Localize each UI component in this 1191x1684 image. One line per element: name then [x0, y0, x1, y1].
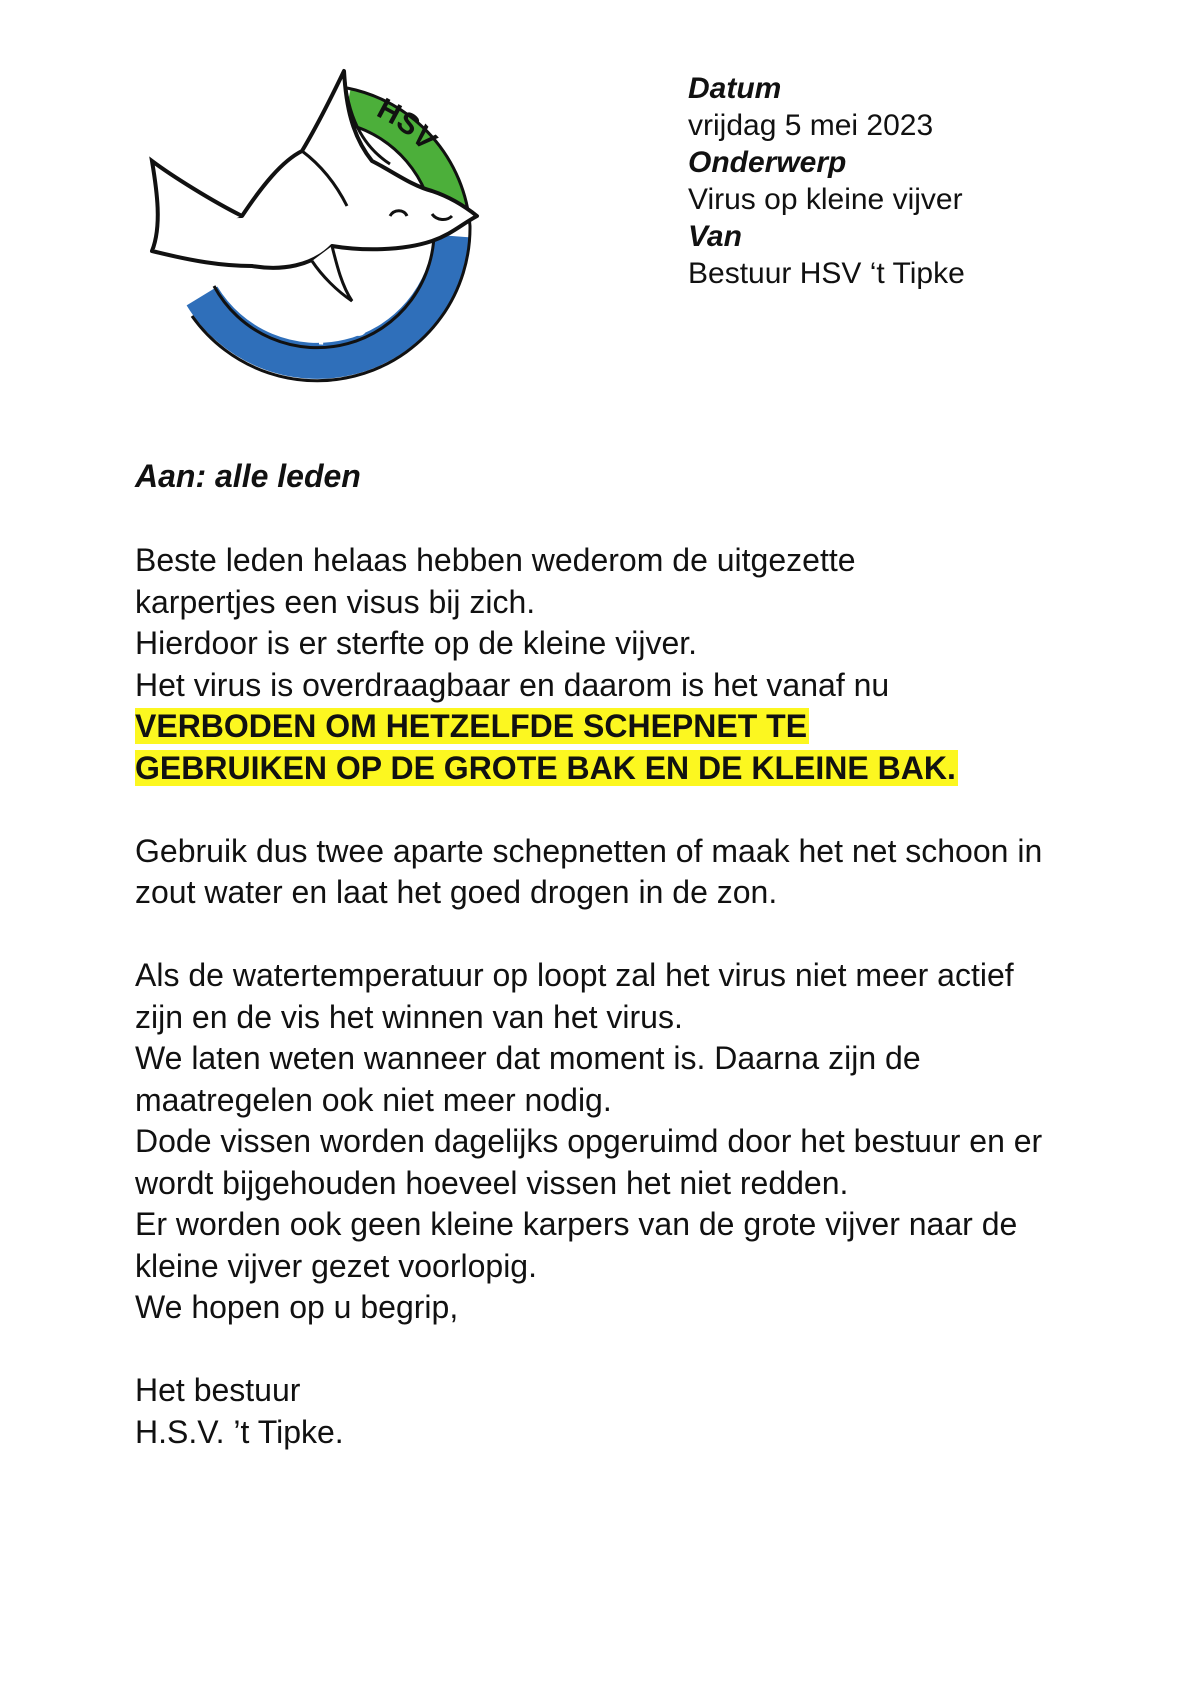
body-paragraph: Als de watertemperatuur op loopt zal het virus niet meer actief zijn en de vis het winnen van het virus.	[135, 957, 1014, 1035]
fish-logo-icon	[132, 66, 492, 386]
subject-label: Onderwerp	[688, 146, 847, 179]
body-line: karpertjes een visus bij zich.	[135, 583, 536, 620]
from-label: Van	[688, 220, 742, 253]
subject-value: Virus op kleine vijver	[688, 183, 963, 216]
date-value: vrijdag 5 mei 2023	[688, 109, 934, 142]
body-line: We hopen op u begrip,	[135, 1289, 459, 1325]
warning-highlight: VERBODEN OM HETZELFDE SCHEPNET TE GEBRUIKEN OP DE GROTE BAK EN DE KLEINE BAK.	[135, 708, 956, 786]
body-paragraph: Er worden ook geen kleine karpers van de grote vijver naar de kleine vijver gezet voorlopig.	[135, 1206, 1018, 1284]
addressee: Aan: alle leden	[135, 458, 361, 494]
signature-line2: H.S.V. ’t Tipke.	[135, 1413, 344, 1450]
warning-paragraph	[135, 706, 985, 789]
body-line: Het virus is overdraagbaar en daarom is het vanaf nu	[135, 666, 890, 703]
date-label: Datum	[688, 72, 782, 105]
letter-metadata	[688, 70, 965, 292]
body-line: Beste leden helaas hebben wederom de uitgezette	[135, 542, 856, 578]
body-paragraph: Gebruik dus twee aparte schepnetten of maak het net schoon in zout water en laat het goed drogen in de zon.	[135, 832, 1043, 910]
from-value: Bestuur HSV ‘t Tipke	[688, 257, 965, 290]
body-line: Hierdoor is er sterfte op de kleine vijver.	[135, 625, 698, 661]
body-paragraph: Dode vissen worden dagelijks opgeruimd door het bestuur en er wordt bijgehouden hoeveel vissen het niet redden.	[135, 1123, 1043, 1201]
body-paragraph: We laten weten wanneer dat moment is. Daarna zijn de maatregelen ook niet meer nodig.	[135, 1040, 921, 1118]
logo-bottom-text: 't Tipke	[264, 299, 370, 346]
signature-line1: Het bestuur	[135, 1372, 301, 1408]
letter-body	[135, 540, 1095, 1453]
club-logo	[132, 66, 492, 386]
logo-top-text: HSV	[371, 92, 443, 157]
